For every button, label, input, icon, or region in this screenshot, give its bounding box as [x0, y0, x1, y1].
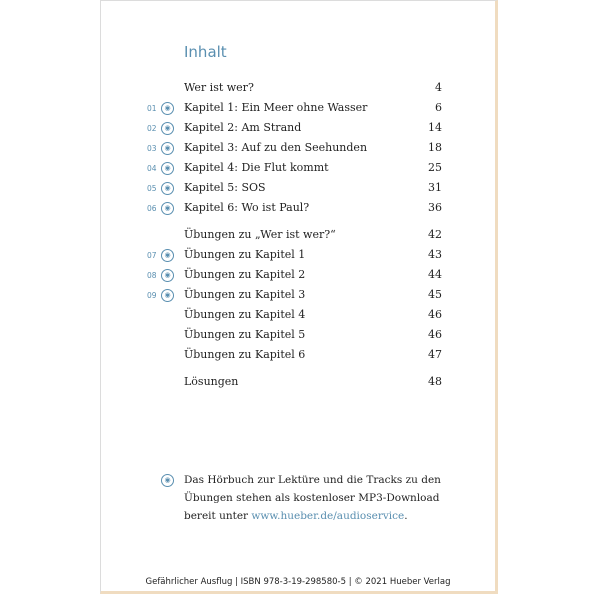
toc-page-number: 47	[428, 348, 442, 361]
toc-label: Lösungen	[184, 375, 239, 388]
toc-label: Übungen zu Kapitel 3	[184, 288, 306, 301]
toc-row[interactable]	[101, 348, 495, 368]
audio-cd-icon[interactable]: ◉	[161, 102, 174, 115]
toc-row[interactable]	[101, 375, 495, 395]
track-number: 03	[147, 144, 157, 153]
audio-cd-icon[interactable]: ◉	[161, 182, 174, 195]
toc-page-number: 43	[428, 248, 442, 261]
note-line-1: Das Hörbuch zur Lektüre und die Tracks zu den	[184, 474, 441, 486]
toc-row[interactable]	[101, 248, 495, 268]
track-number: 07	[147, 251, 157, 260]
track-number: 04	[147, 164, 157, 173]
track-number: 01	[147, 104, 157, 113]
toc-page-number: 18	[428, 141, 442, 154]
audio-cd-icon: ◉	[161, 474, 174, 487]
toc-label: Kapitel 3: Auf zu den Seehunden	[184, 141, 368, 154]
toc-label: Übungen zu Kapitel 1	[184, 248, 306, 261]
audio-cd-icon[interactable]: ◉	[161, 202, 174, 215]
audio-cd-icon[interactable]: ◉	[161, 249, 174, 262]
toc-label: Übungen zu Kapitel 4	[184, 308, 306, 321]
page-title: Inhalt	[184, 43, 227, 61]
audioservice-link[interactable]: www.hueber.de/audioservice	[251, 510, 405, 522]
toc-label: Kapitel 5: SOS	[184, 181, 266, 194]
note-line-2: Übungen stehen als kostenloser MP3-Download	[184, 492, 440, 504]
toc-label: Kapitel 6: Wo ist Paul?	[184, 201, 310, 214]
book-page	[100, 0, 498, 594]
toc-page-number: 46	[428, 328, 442, 341]
toc-page-number: 36	[428, 201, 442, 214]
audio-cd-icon[interactable]: ◉	[161, 289, 174, 302]
note-line-3-prefix: bereit unter	[184, 510, 252, 522]
track-number: 02	[147, 124, 157, 133]
toc-label: Übungen zu Kapitel 5	[184, 328, 306, 341]
toc-label: Kapitel 4: Die Flut kommt	[184, 161, 329, 174]
toc-row[interactable]	[101, 121, 495, 141]
toc-page-number: 6	[435, 101, 442, 114]
toc-row[interactable]	[101, 181, 495, 201]
toc-label: Kapitel 2: Am Strand	[184, 121, 302, 134]
toc-page-number: 25	[428, 161, 442, 174]
toc-label: Übungen zu „Wer ist wer?“	[184, 228, 336, 241]
toc-label: Übungen zu Kapitel 6	[184, 348, 306, 361]
toc-row[interactable]	[101, 268, 495, 288]
toc-label: Übungen zu Kapitel 2	[184, 268, 306, 281]
toc-page-number: 42	[428, 228, 442, 241]
audio-cd-icon[interactable]: ◉	[161, 269, 174, 282]
track-number: 09	[147, 291, 157, 300]
audio-note	[184, 471, 464, 525]
note-line-3-suffix: .	[404, 510, 408, 522]
toc-row[interactable]	[101, 228, 495, 248]
toc-row[interactable]	[101, 161, 495, 181]
audio-cd-icon[interactable]: ◉	[161, 122, 174, 135]
toc-page-number: 4	[435, 81, 442, 94]
toc-row[interactable]	[101, 81, 495, 101]
track-number: 08	[147, 271, 157, 280]
toc-row[interactable]	[101, 201, 495, 221]
toc-row[interactable]	[101, 101, 495, 121]
toc-page-number: 45	[428, 288, 442, 301]
toc-row[interactable]	[101, 308, 495, 328]
toc-label: Kapitel 1: Ein Meer ohne Wasser	[184, 101, 368, 114]
toc-page-number: 44	[428, 268, 442, 281]
audio-cd-icon[interactable]: ◉	[161, 142, 174, 155]
track-number: 06	[147, 204, 157, 213]
toc-page-number: 31	[428, 181, 442, 194]
toc-row[interactable]	[101, 288, 495, 308]
toc-row[interactable]	[101, 141, 495, 161]
toc-label: Wer ist wer?	[184, 81, 254, 94]
toc-row[interactable]	[101, 328, 495, 348]
footer: Gefährlicher Ausflug | ISBN 978-3-19-298580-5 | © 2021 Hueber Verlag	[145, 577, 451, 587]
track-number: 05	[147, 184, 157, 193]
toc-page-number: 48	[428, 375, 442, 388]
audio-cd-icon[interactable]: ◉	[161, 162, 174, 175]
toc-page-number: 14	[428, 121, 442, 134]
toc-page-number: 46	[428, 308, 442, 321]
